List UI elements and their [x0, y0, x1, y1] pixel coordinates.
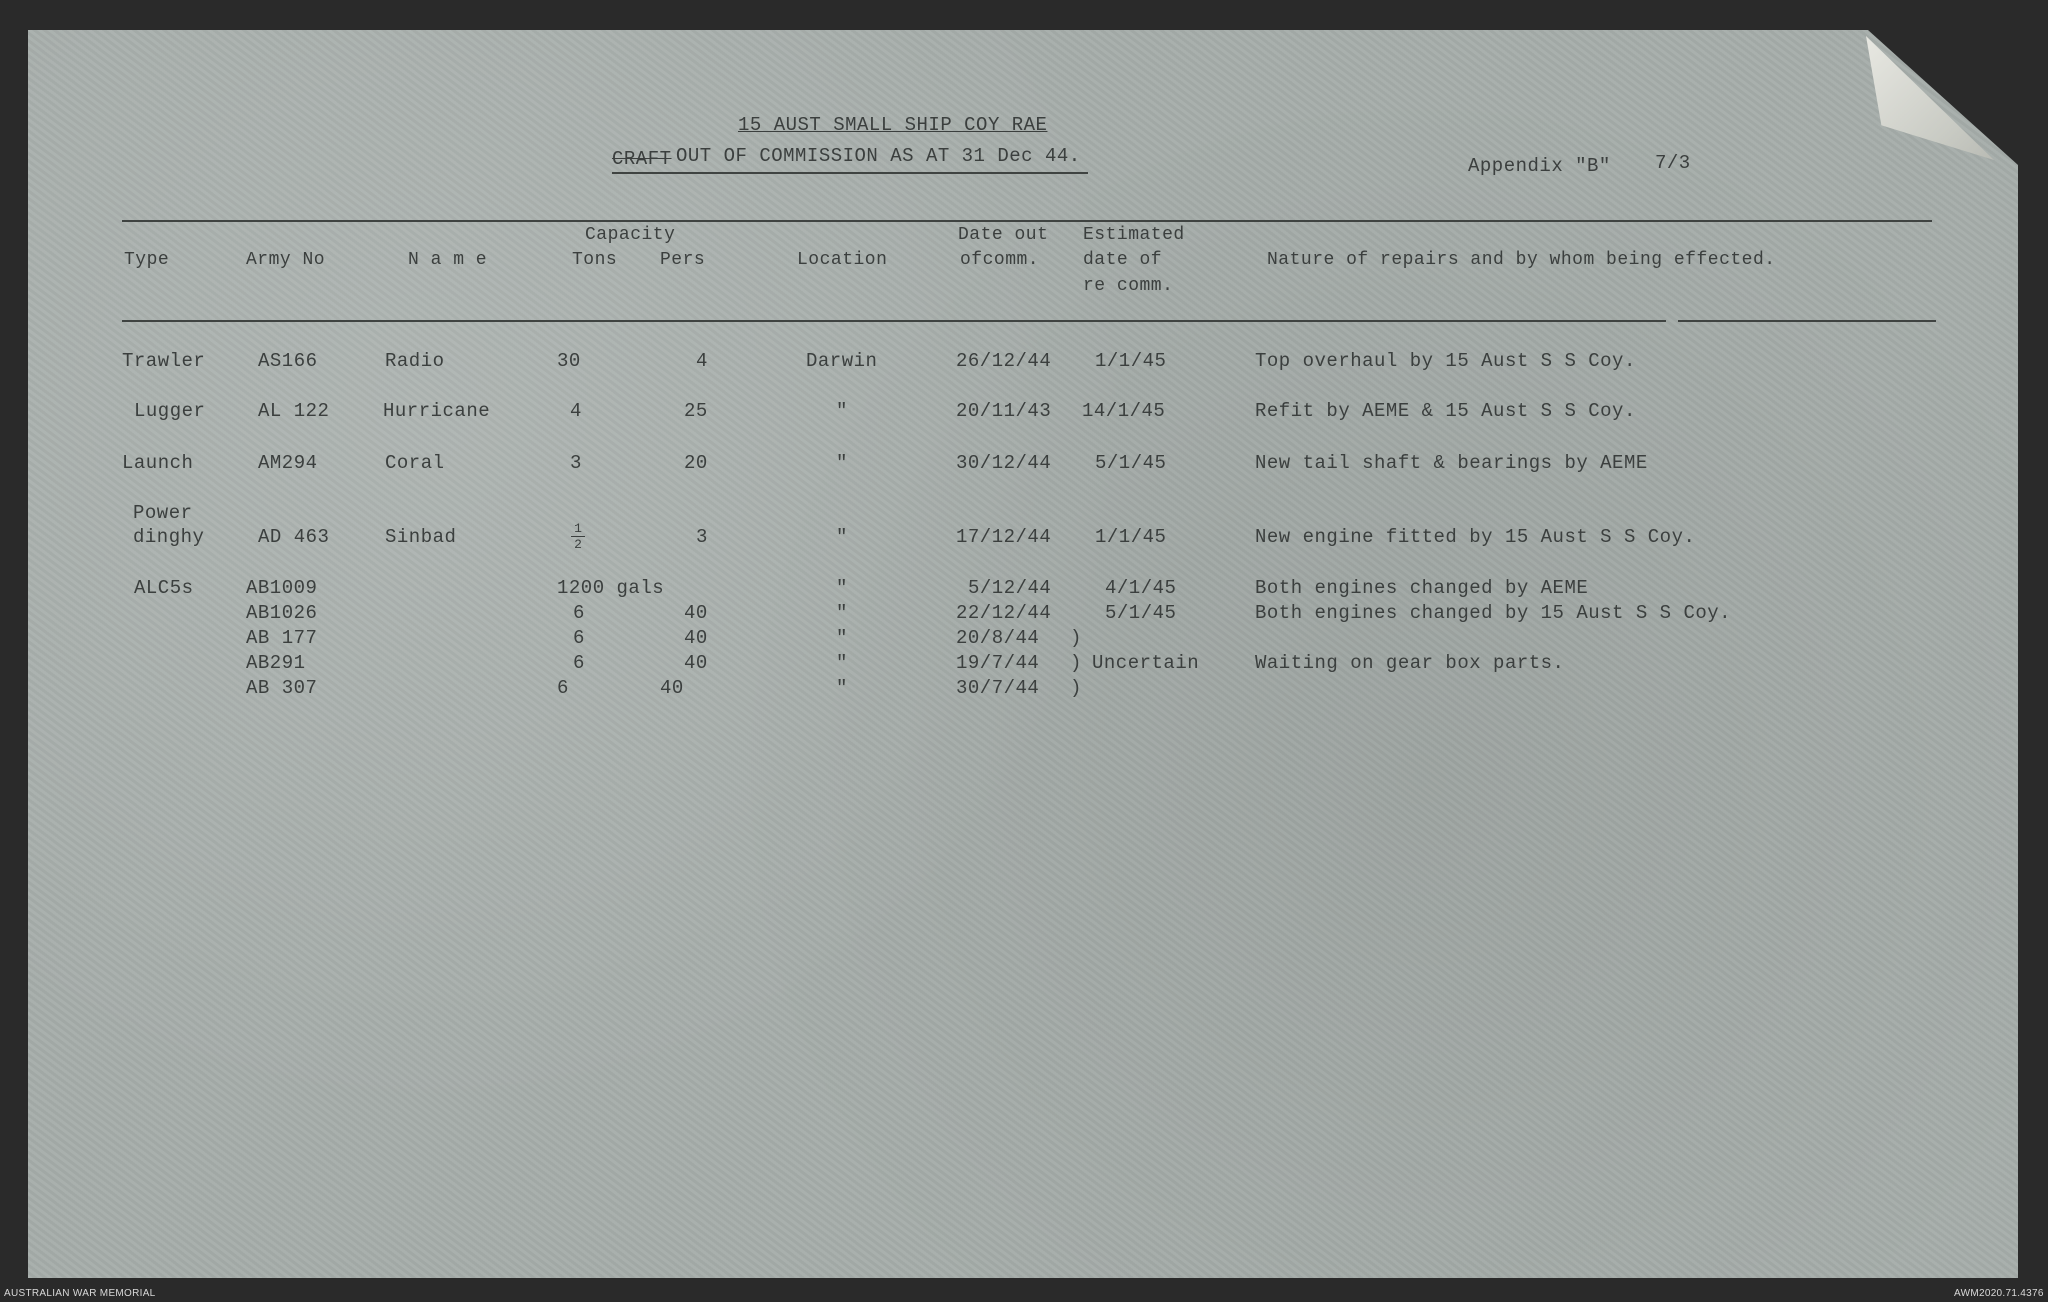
- row-nature: New engine fitted by 15 Aust S S Coy.: [1255, 526, 1696, 548]
- alc-army-no: AB1009: [246, 577, 318, 599]
- row-date-out: 26/12/44: [956, 350, 1052, 372]
- row-army-no: AS166: [258, 350, 318, 372]
- col-nature: Nature of repairs and by whom being effected.: [1267, 250, 1776, 270]
- row-location: Darwin: [806, 350, 878, 372]
- alc-tons: 6: [573, 652, 585, 674]
- alc-est-recomm: Uncertain: [1092, 652, 1200, 674]
- row-type: Lugger: [134, 400, 206, 422]
- row-pers: 3: [696, 526, 708, 548]
- row-tons: 30: [557, 350, 581, 372]
- row-date-out: 17/12/44: [956, 526, 1052, 548]
- col-date-out-line2: ofcomm.: [960, 250, 1040, 270]
- row-date-out: 30/12/44: [956, 452, 1052, 474]
- row-nature: Refit by AEME & 15 Aust S S Coy.: [1255, 400, 1636, 422]
- unit-title: 15 AUST SMALL SHIP COY RAE: [738, 114, 1048, 136]
- alc-location: ": [836, 627, 848, 649]
- page-reference: 7/3: [1655, 152, 1691, 174]
- row-location: ": [836, 452, 848, 474]
- row-name: Radio: [385, 350, 445, 372]
- alc-tons: 6: [557, 677, 569, 699]
- alc-bracket: ): [1070, 677, 1082, 699]
- row-pers: 25: [684, 400, 708, 422]
- row-pers: 4: [696, 350, 708, 372]
- alc-est-recomm: 4/1/45: [1105, 577, 1177, 599]
- row-tons: 4: [570, 400, 582, 422]
- alc-location: ": [836, 677, 848, 699]
- document-subtitle: OUT OF COMMISSION AS AT 31 Dec 44.: [676, 145, 1081, 167]
- row-nature: New tail shaft & bearings by AEME: [1255, 452, 1648, 474]
- row-type-line1: Power: [133, 502, 193, 524]
- row-type: Trawler: [122, 350, 206, 372]
- alc-date-out: 5/12/44: [968, 577, 1052, 599]
- header-top-rule: [122, 220, 1932, 222]
- row-location: ": [836, 526, 848, 548]
- alc-type: ALC5s: [134, 577, 194, 599]
- row-est-recomm: 1/1/45: [1095, 526, 1167, 548]
- row-type-line2: dinghy: [133, 526, 205, 548]
- row-date-out: 20/11/43: [956, 400, 1052, 422]
- row-name: Sinbad: [385, 526, 457, 548]
- alc-date-out: 20/8/44: [956, 627, 1040, 649]
- alc-pers: 40: [684, 627, 708, 649]
- alc-pers: 40: [684, 652, 708, 674]
- struck-word: CRAFT: [612, 148, 672, 170]
- alc-location: ": [836, 577, 848, 599]
- appendix-label: Appendix "B": [1468, 155, 1611, 177]
- col-name: N a m e: [408, 250, 488, 270]
- alc-nature: Both engines changed by AEME: [1255, 577, 1589, 599]
- fraction-denominator: 2: [574, 537, 582, 552]
- row-tons: 3: [570, 452, 582, 474]
- header-bottom-rule-right: [1678, 320, 1936, 322]
- col-tons: Tons: [572, 250, 618, 270]
- col-army-no: Army No: [246, 250, 326, 270]
- col-type: Type: [124, 250, 170, 270]
- row-name: Hurricane: [383, 400, 491, 422]
- header-bottom-rule: [122, 320, 1666, 322]
- col-estimated-line3: re comm.: [1083, 276, 1174, 296]
- alc-army-no: AB1026: [246, 602, 318, 624]
- alc-pers: 40: [660, 677, 684, 699]
- row-name: Coral: [385, 452, 445, 474]
- col-estimated-line1: Estimated: [1083, 225, 1185, 245]
- col-date-out-line1: Date out: [958, 225, 1049, 245]
- fraction-numerator: 1: [574, 521, 582, 536]
- row-army-no: AM294: [258, 452, 318, 474]
- alc-army-no: AB291: [246, 652, 306, 674]
- row-army-no: AD 463: [258, 526, 330, 548]
- row-location: ": [836, 400, 848, 422]
- alc-location: ": [836, 652, 848, 674]
- col-capacity: Capacity: [585, 225, 676, 245]
- row-est-recomm: 5/1/45: [1095, 452, 1167, 474]
- row-tons-fraction: [571, 522, 585, 551]
- subtitle-underline: [612, 172, 1088, 174]
- alc-date-out: 30/7/44: [956, 677, 1040, 699]
- alc-tons: 1200 gals: [557, 577, 665, 599]
- row-est-recomm: 1/1/45: [1095, 350, 1167, 372]
- alc-tons: 6: [573, 627, 585, 649]
- row-est-recomm: 14/1/45: [1082, 400, 1166, 422]
- alc-nature: Both engines changed by 15 Aust S S Coy.: [1255, 602, 1732, 624]
- alc-date-out: 19/7/44: [956, 652, 1040, 674]
- alc-location: ": [836, 602, 848, 624]
- alc-tons: 6: [573, 602, 585, 624]
- col-pers: Pers: [660, 250, 706, 270]
- alc-bracket: ): [1070, 652, 1082, 674]
- row-army-no: AL 122: [258, 400, 330, 422]
- alc-pers: 40: [684, 602, 708, 624]
- alc-date-out: 22/12/44: [956, 602, 1052, 624]
- row-nature: Top overhaul by 15 Aust S S Coy.: [1255, 350, 1636, 372]
- alc-nature: Waiting on gear box parts.: [1255, 652, 1565, 674]
- footer-institution: AUSTRALIAN WAR MEMORIAL: [4, 1288, 156, 1299]
- alc-army-no: AB 177: [246, 627, 318, 649]
- col-estimated-line2: date of: [1083, 250, 1163, 270]
- alc-army-no: AB 307: [246, 677, 318, 699]
- row-pers: 20: [684, 452, 708, 474]
- col-location: Location: [797, 250, 888, 270]
- alc-est-recomm: 5/1/45: [1105, 602, 1177, 624]
- row-type: Launch: [122, 452, 194, 474]
- footer-accession-number: AWM2020.71.4376: [1954, 1288, 2044, 1299]
- alc-bracket: ): [1070, 627, 1082, 649]
